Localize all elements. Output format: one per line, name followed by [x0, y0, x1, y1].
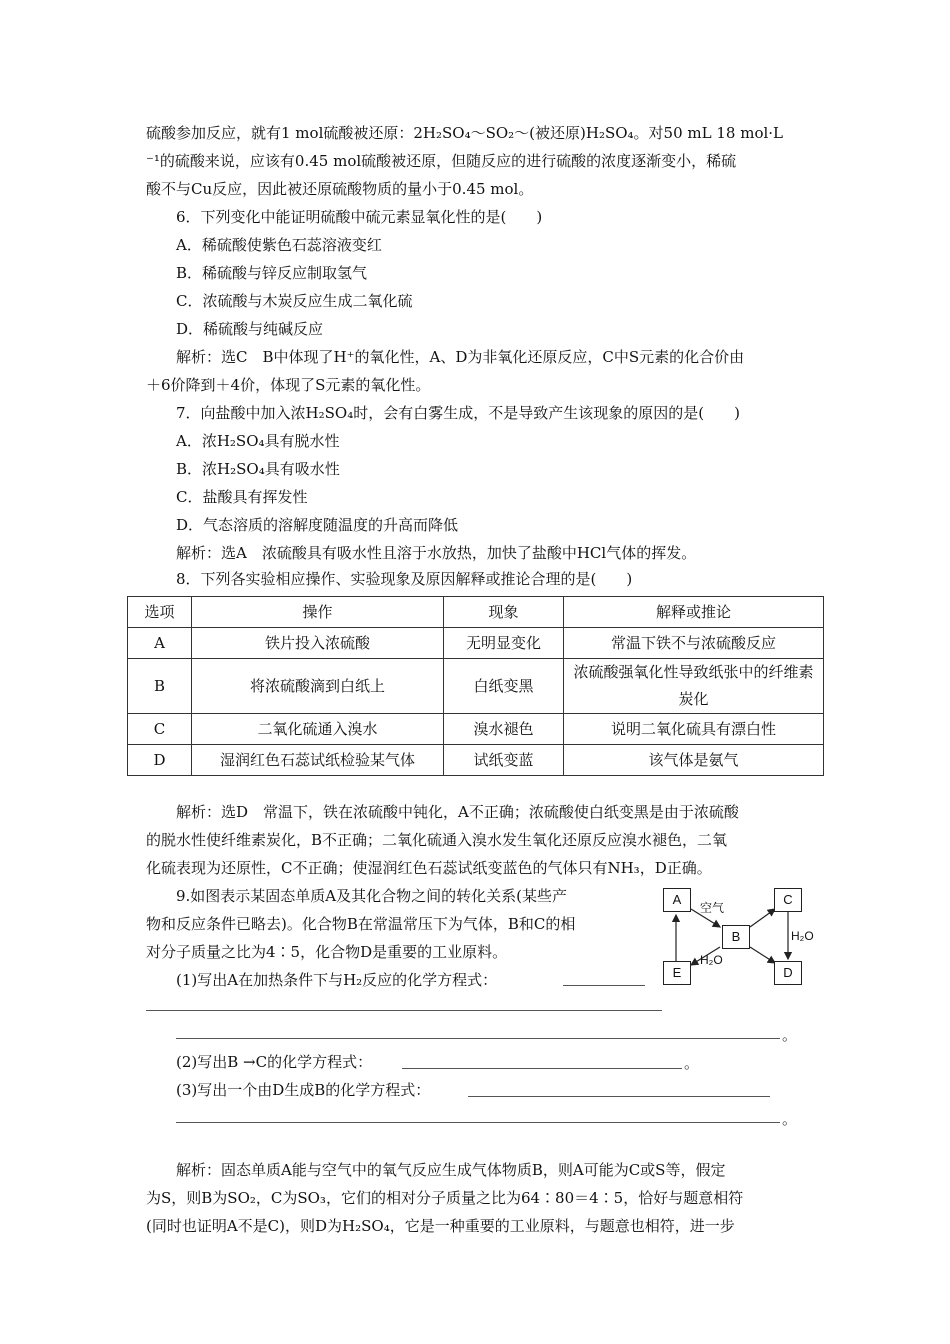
- answer-8-cont: 的脱水性使纤维素炭化，B不正确；二氧化硫通入溴水发生氧化还原反应溴水褪色，二氧: [146, 831, 728, 849]
- answer-9: 解析：固态单质A能与空气中的氧气反应生成气体物质B，则A可能为C或S等，假定: [176, 1161, 726, 1179]
- node-e: E: [663, 961, 691, 985]
- air-label: 空气: [700, 901, 725, 915]
- table-cell: 常温下铁不与浓硫酸反应: [564, 628, 824, 659]
- water-label: H₂O: [700, 953, 723, 967]
- question-9: 9.如图表示某固态单质A及其化合物之间的转化关系(某些产: [176, 887, 567, 905]
- water-label: H₂O: [791, 929, 814, 943]
- period: 。: [782, 1110, 798, 1128]
- answer-blank: [468, 1096, 770, 1097]
- period: 。: [684, 1054, 700, 1072]
- table-row: [128, 628, 824, 659]
- answer-9-cont: (同时也证明A不是C)，则D为H₂SO₄，它是一种重要的工业原料，与题意也相符，进一步: [146, 1217, 735, 1235]
- answer-7: 解析：选A 浓硫酸具有吸水性且溶于水放热，加快了盐酸中HCl气体的挥发。: [176, 544, 697, 562]
- table-cell: 溴水褪色: [444, 714, 564, 745]
- answer-blank: [402, 1068, 682, 1069]
- table-cell: 白纸变黑: [444, 659, 564, 714]
- question-8-table: [127, 596, 824, 776]
- sub-question-1: (1)写出A在加热条件下与H₂反应的化学方程式：: [176, 971, 498, 989]
- option-a: A．浓H₂SO₄具有脱水性: [176, 432, 340, 450]
- text-line: 酸不与Cu反应，因此被还原硫酸物质的量小于0.45 mol。: [146, 180, 534, 198]
- node-c: C: [774, 888, 802, 912]
- answer-9-cont: 为S，则B为SO₂，C为SO₃，它们的相对分子质量之比为64∶80＝4∶5，恰好与题意相符: [146, 1189, 744, 1207]
- table-cell: B: [128, 659, 192, 714]
- sub-question-2: (2)写出B →C的化学方程式：: [176, 1053, 373, 1071]
- answer-blank: [146, 1010, 662, 1011]
- text-line: ⁻¹的硫酸来说，应该有0.45 mol硫酸被还原，但随反应的进行硫酸的浓度逐渐变小，稀硫: [146, 152, 737, 170]
- answer-blank: [563, 985, 645, 986]
- table-cell: 将浓硫酸滴到白纸上: [192, 659, 444, 714]
- answer-8: 解析：选D 常温下，铁在浓硫酸中钝化，A不正确；浓硫酸使白纸变黑是由于浓硫酸: [176, 803, 739, 821]
- answer-blank: [176, 1038, 780, 1039]
- table-header: 选项: [128, 597, 192, 628]
- table-cell: 该气体是氨气: [564, 745, 824, 776]
- option-a: A．稀硫酸使紫色石蕊溶液变红: [176, 236, 382, 254]
- table-row: [128, 745, 824, 776]
- table-header-row: [128, 597, 824, 628]
- option-b: B．稀硫酸与锌反应制取氢气: [176, 264, 368, 282]
- table-row: [128, 714, 824, 745]
- table-cell: 湿润红色石蕊试纸检验某气体: [192, 745, 444, 776]
- answer-6-cont: ＋6价降到＋4价，体现了S元素的氧化性。: [146, 376, 431, 394]
- option-d: D．稀硫酸与纯碱反应: [176, 320, 324, 338]
- conversion-diagram: [660, 885, 820, 990]
- answer-8-cont: 化硫表现为还原性，C不正确；使湿润红色石蕊试纸变蓝色的气体只有NH₃，D正确。: [146, 859, 712, 877]
- question-9-cont: 物和反应条件已略去)。化合物B在常温常压下为气体，B和C的相: [146, 915, 576, 933]
- question-7: 7．向盐酸中加入浓H₂SO₄时，会有白雾生成，不是导致产生该现象的原因的是( ): [176, 404, 740, 422]
- option-c: C．盐酸具有挥发性: [176, 488, 308, 506]
- table-cell: 试纸变蓝: [444, 745, 564, 776]
- table-header: 现象: [444, 597, 564, 628]
- node-a: A: [663, 888, 691, 912]
- table-cell: 浓硫酸强氧化性导致纸张中的纤维素炭化: [564, 659, 824, 714]
- table-header: 操作: [192, 597, 444, 628]
- table-cell: A: [128, 628, 192, 659]
- table-cell: 二氧化硫通入溴水: [192, 714, 444, 745]
- table-cell: 铁片投入浓硫酸: [192, 628, 444, 659]
- node-b: B: [722, 925, 750, 949]
- table-cell: D: [128, 745, 192, 776]
- table-header: 解释或推论: [564, 597, 824, 628]
- table-row: [128, 659, 824, 714]
- table-cell: 说明二氧化硫具有漂白性: [564, 714, 824, 745]
- question-9-cont: 对分子质量之比为4∶5，化合物D是重要的工业原料。: [146, 943, 508, 961]
- answer-6: 解析：选C B中体现了H⁺的氧化性，A、D为非氧化还原反应，C中S元素的化合价由: [176, 348, 745, 366]
- period: 。: [782, 1026, 798, 1044]
- option-b: B．浓H₂SO₄具有吸水性: [176, 460, 340, 478]
- sub-question-3: (3)写出一个由D生成B的化学方程式：: [176, 1081, 431, 1099]
- question-8: 8．下列各实验相应操作、实验现象及原因解释或推论合理的是( ): [176, 570, 633, 588]
- option-c: C．浓硫酸与木炭反应生成二氧化硫: [176, 292, 413, 310]
- table-cell: 无明显变化: [444, 628, 564, 659]
- option-d: D．气态溶质的溶解度随温度的升高而降低: [176, 516, 459, 534]
- node-d: D: [774, 961, 802, 985]
- question-6: 6．下列变化中能证明硫酸中硫元素显氧化性的是( ): [176, 208, 543, 226]
- text-line: 硫酸参加反应，就有1 mol硫酸被还原：2H₂SO₄～SO₂～(被还原)H₂SO₄。对50 mL 18 mol·L: [146, 124, 784, 142]
- table-cell: C: [128, 714, 192, 745]
- answer-blank: [176, 1122, 780, 1123]
